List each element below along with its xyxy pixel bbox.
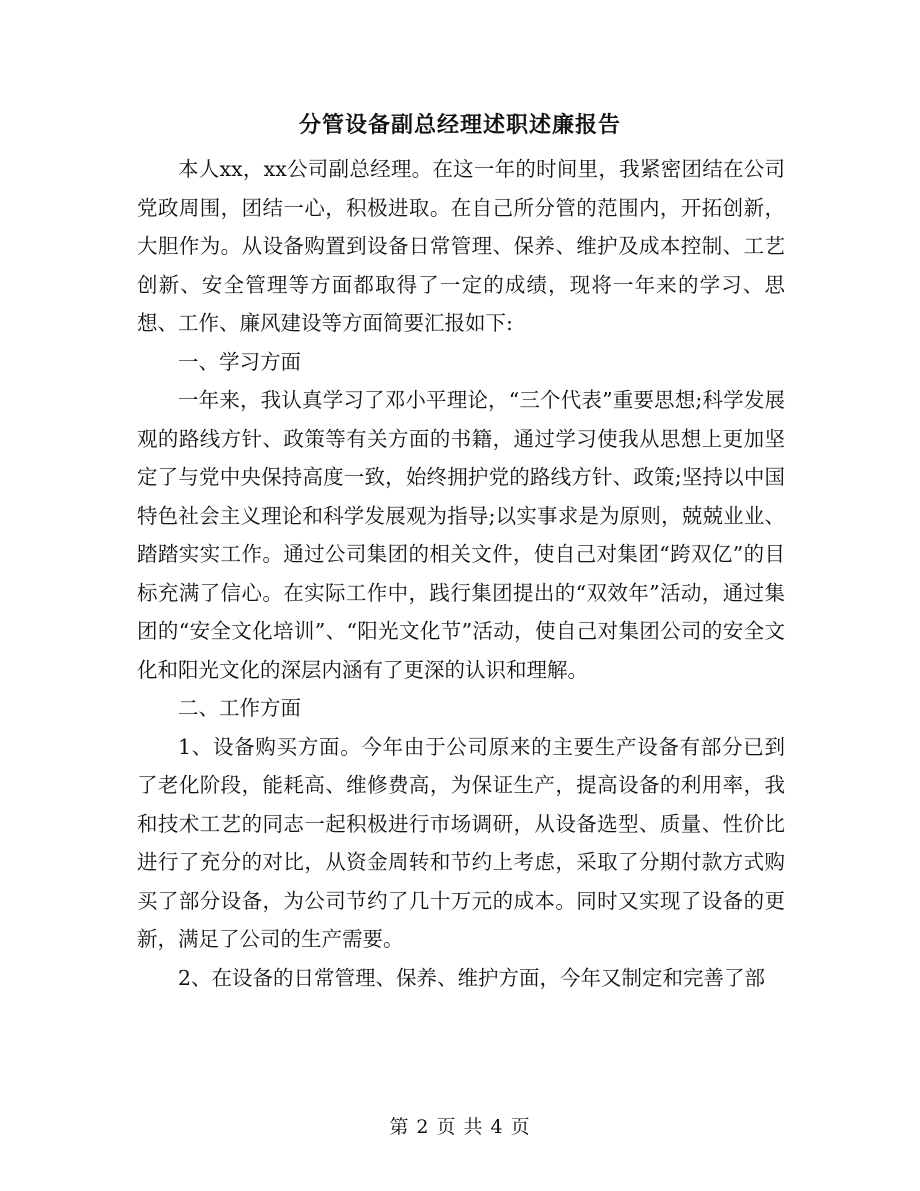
document-body	[137, 150, 785, 997]
document-title: 分管设备副总经理述职述廉报告	[298, 112, 621, 138]
paragraph-equipment-purchase: 1、设备购买方面。今年由于公司原来的主要生产设备有部分已到了老化阶段，能耗高、维修费高，为保证生产，提高设备的利用率，我和技术工艺的同志一起积极进行市场调研，从设备选型、质量、性价比进行了充分的对比，从资金周转和节约上考虑，采取了分期付款方式购买了部分设备，为公司节约了几十万元的成本。同时又实现了设备的更新，满足了公司的生产需要。	[137, 734, 785, 951]
paragraph-intro: 本人xx，xx公司副总经理。在这一年的时间里，我紧密团结在公司党政周围，团结一心，积极进取。在自己所分管的范围内，开拓创新，大胆作为。从设备购置到设备日常管理、保养、维护及成本控制、工艺创新、安全管理等方面都取得了一定的成绩，现将一年来的学习、思想、工作、廉风建设等方面简要汇报如下:	[137, 157, 785, 335]
section-heading-study: 一、学习方面	[178, 349, 301, 374]
section-heading-work: 二、工作方面	[178, 696, 301, 720]
page-footer: 第 2 页 共 4 页	[389, 1116, 531, 1138]
paragraph-equipment-maintenance: 2、在设备的日常管理、保养、维护方面，今年又制定和完善了部	[178, 965, 766, 990]
paragraph-study: 一年来，我认真学习了邓小平理论，“三个代表”重要思想;科学发展观的路线方针、政策等有关方面的书籍，通过学习使我从思想上更加坚定了与党中央保持高度一致，始终拥护党的路线方针、政策;坚持以中国特色社会主义理论和科学发展观为指导;以实事求是为原则，兢兢业业、踏踏实实工作。通过公司集团的相关文件，使自己对集团“跨双亿”的目标充满了信心。在实际工作中，践行集团提出的“双效年”活动，通过集团的“安全文化培训”、“阳光文化节”活动，使自己对集团公司的安全文化和阳光文化的深层内涵有了更深的认识和理解。	[137, 388, 785, 682]
